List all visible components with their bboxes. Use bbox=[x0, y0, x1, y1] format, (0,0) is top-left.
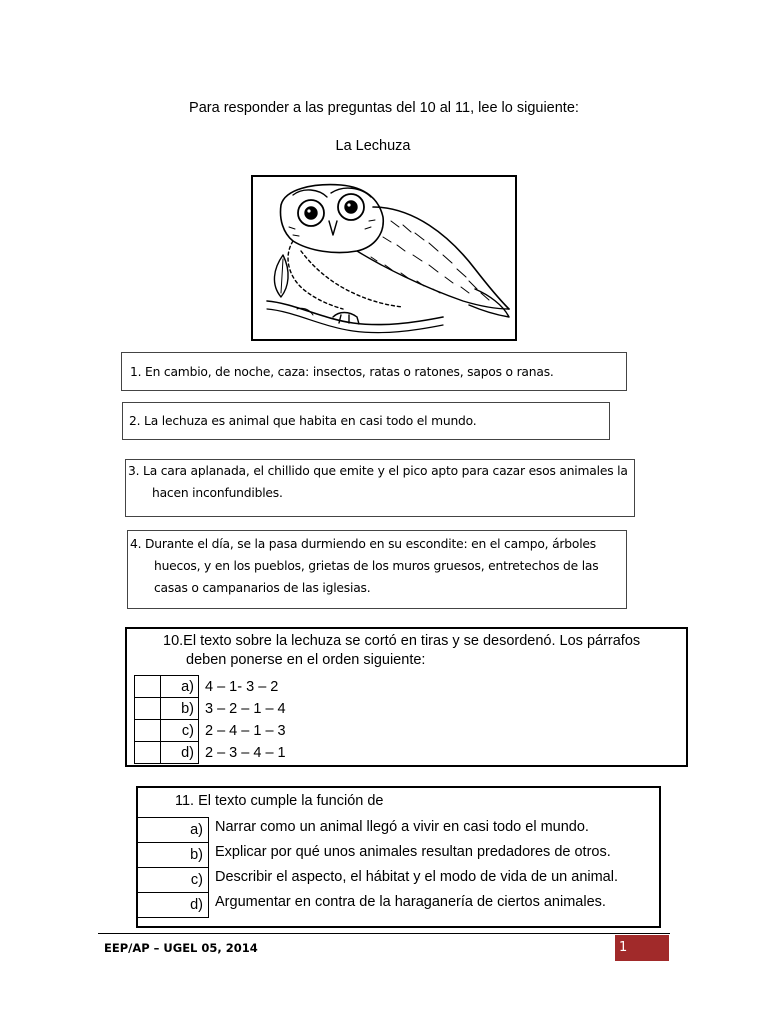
option-text: 4 – 1- 3 – 2 bbox=[205, 678, 279, 695]
option-letter[interactable]: c) bbox=[137, 868, 209, 893]
question-10-options bbox=[134, 675, 287, 764]
text-strip-4 bbox=[127, 530, 627, 609]
option-text: 3 – 2 – 1 – 4 bbox=[205, 700, 286, 717]
option-letter[interactable]: d) bbox=[137, 893, 209, 918]
footer-text: EEP/AP – UGEL 05, 2014 bbox=[104, 941, 258, 955]
option-row[interactable] bbox=[137, 868, 619, 893]
option-row[interactable] bbox=[135, 698, 287, 720]
answer-checkbox[interactable] bbox=[135, 720, 161, 742]
page-number bbox=[613, 935, 669, 961]
option-letter: d) bbox=[161, 742, 199, 764]
option-text: Explicar por qué unos animales resultan predadores de otros. bbox=[215, 843, 611, 860]
option-text: Narrar como un animal llegó a vivir en casi todo el mundo. bbox=[215, 818, 589, 835]
footer-divider bbox=[98, 933, 670, 934]
strip-4-line-3: casas o campanarios de las iglesias. bbox=[154, 581, 371, 595]
strip-2-text: 2. La lechuza es animal que habita en casi todo el mundo. bbox=[129, 414, 477, 428]
answer-checkbox[interactable] bbox=[135, 676, 161, 698]
intro-text: Para responder a las preguntas del 10 al 11, lee lo siguiente: bbox=[189, 100, 579, 116]
option-row[interactable] bbox=[137, 893, 619, 918]
question-11-box bbox=[136, 786, 661, 928]
option-letter: b) bbox=[161, 698, 199, 720]
option-row[interactable] bbox=[137, 818, 619, 843]
option-letter[interactable]: b) bbox=[137, 843, 209, 868]
reading-title: La Lechuza bbox=[335, 138, 411, 154]
text-strip-3 bbox=[125, 459, 635, 517]
answer-checkbox[interactable] bbox=[135, 742, 161, 764]
strip-4-line-1: 4. Durante el día, se la pasa durmiendo en su escondite: en el campo, árboles bbox=[130, 537, 596, 551]
owl-image-frame bbox=[251, 175, 517, 341]
question-10-stem bbox=[163, 632, 673, 670]
page-number-label: 1 bbox=[619, 940, 628, 955]
strip-3-line-1: 3. La cara aplanada, el chillido que emite y el pico apto para cazar esos animales la bbox=[128, 464, 628, 478]
question-10-box bbox=[125, 627, 688, 767]
question-11-stem: 11. El texto cumple la función de bbox=[175, 793, 384, 809]
text-strip-2 bbox=[122, 402, 610, 440]
option-letter: c) bbox=[161, 720, 199, 742]
option-text: 2 – 3 – 4 – 1 bbox=[205, 744, 286, 761]
option-text: Describir el aspecto, el hábitat y el modo de vida de un animal. bbox=[215, 868, 618, 885]
question-11-options bbox=[136, 817, 619, 918]
strip-1-text: 1. En cambio, de noche, caza: insectos, ratas o ratones, sapos o ranas. bbox=[130, 365, 554, 379]
option-text: 2 – 4 – 1 – 3 bbox=[205, 722, 286, 739]
option-row[interactable] bbox=[137, 843, 619, 868]
option-letter: a) bbox=[161, 676, 199, 698]
strip-4-line-2: huecos, y en los pueblos, grietas de los muros gruesos, entretechos de las bbox=[154, 559, 599, 573]
answer-checkbox[interactable] bbox=[135, 698, 161, 720]
option-row[interactable] bbox=[135, 742, 287, 764]
option-row[interactable] bbox=[135, 720, 287, 742]
option-letter[interactable]: a) bbox=[137, 818, 209, 843]
text-strip-1 bbox=[121, 352, 627, 391]
question-10-stem-line-2: deben ponerse en el orden siguiente: bbox=[186, 652, 426, 668]
strip-3-line-2: hacen inconfundibles. bbox=[152, 486, 283, 500]
option-row[interactable] bbox=[135, 676, 287, 698]
page-number-marker bbox=[613, 935, 615, 961]
owl-icon bbox=[253, 177, 515, 339]
option-text: Argumentar en contra de la haraganería de ciertos animales. bbox=[215, 893, 606, 910]
question-10-stem-line-1: 10.El texto sobre la lechuza se cortó en tiras y se desordenó. Los párrafos bbox=[163, 633, 641, 649]
